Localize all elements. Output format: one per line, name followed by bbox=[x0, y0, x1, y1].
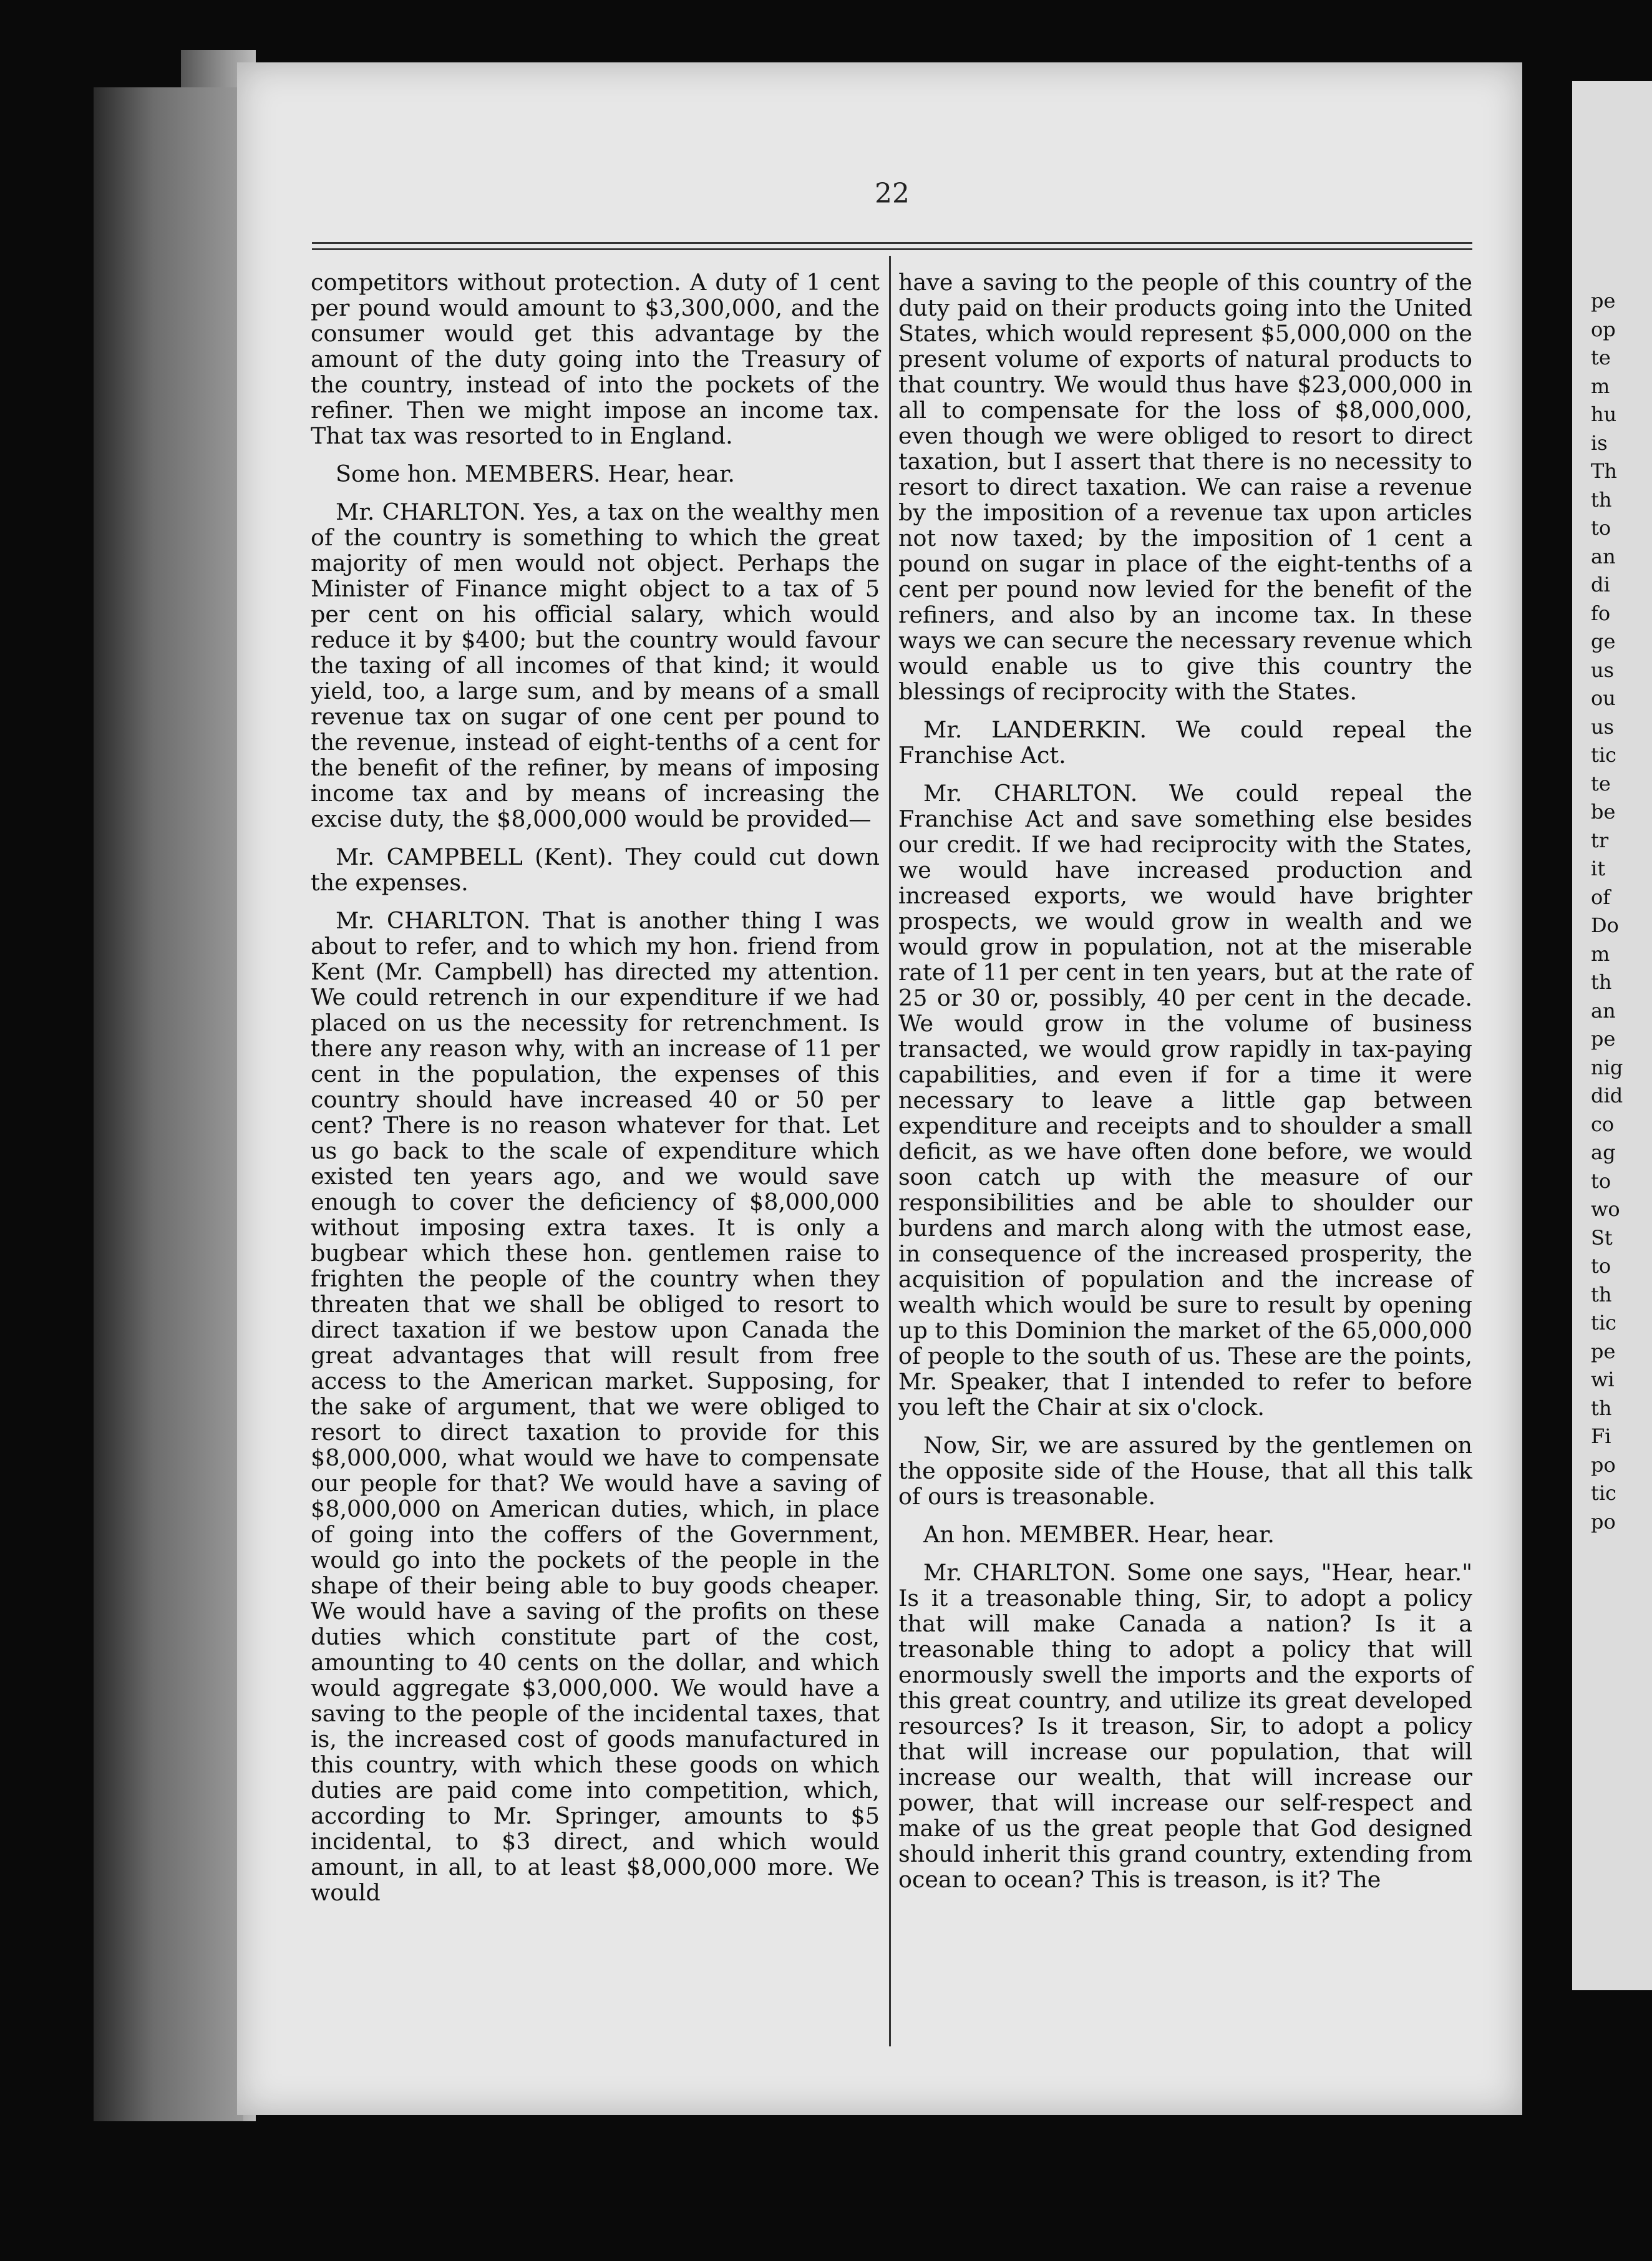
paragraph: Mr. CHARLTON. We could repeal the Franchise Act and save something else besides our credit. If we had reciprocity with the States, we would have increased production and increased exports, we would have brighter prospects, we would grow in wealth and we would grow in population, not at the miserable rate of 11 per cent in ten years, but at the rate of 25 or 30 or, possibly, 40 per cent in the decade. We would grow in the volume of business transacted, we would grow rapidly in tax-paying capabilities, and even if for a time it were necessary to leave a little gap between expenditure and receipts and to shoulder a small deficit, as we have often done before, we would soon catch up with the measure of our responsibilities and be able to shoulder our burdens and march along with the utmost ease, in consequence of the increased prosperity, the acquisition of population and the increase of wealth which would be sure to result by opening up to this Dominion the market of the 65,000,000 of people to the south of us. These are the points, Mr. Speaker, that I intended to refer to before you left the Chair at six o'clock. bbox=[898, 780, 1472, 1421]
paragraph: have a saving to the people of this country of the duty paid on their products going into the United States, which would represent $5,000,000 on the present volume of exports of natural products to that country. We would thus have $23,000,000 in all to compensate for the loss of $8,000,000, even though we were obliged to resort to direct taxation, but I assert that there is no necessity to resort to direct taxation. We can raise a revenue by the imposition of a revenue tax upon articles not now taxed; by the imposition of 1 cent a pound on sugar in place of the eight-tenths of a cent per pound now levied for the benefit of the refiners, and also by an income tax. In these ways we can secure the necessary revenue which would enable us to give this country the blessings of reciprocity with the States. bbox=[898, 269, 1472, 705]
fragment-text: did bbox=[1591, 1084, 1623, 1107]
fragment-text: to bbox=[1591, 1169, 1611, 1193]
fragment-text: is bbox=[1591, 430, 1608, 455]
fragment-text: m bbox=[1591, 374, 1610, 398]
fragment-text: di bbox=[1591, 573, 1610, 596]
fragment-text: te bbox=[1591, 771, 1611, 795]
paragraph: An hon. MEMBER. Hear, hear. bbox=[923, 1521, 1275, 1548]
fragment-text: co bbox=[1591, 1112, 1615, 1136]
fragment-text: tic bbox=[1591, 743, 1617, 767]
adjacent-page bbox=[1572, 81, 1652, 1990]
page-number: 22 bbox=[875, 178, 910, 210]
fragment-text: St bbox=[1591, 1225, 1613, 1250]
header-rule-bottom bbox=[312, 248, 1472, 250]
fragment-text: hu bbox=[1591, 402, 1617, 426]
fragment-text: m bbox=[1591, 941, 1610, 966]
paragraph: Mr. LANDERKIN. We could repeal the Franchise Act. bbox=[898, 716, 1472, 769]
fragment-text: of bbox=[1591, 885, 1611, 909]
fragment-text: pe bbox=[1591, 289, 1616, 313]
fragment-text: us bbox=[1591, 714, 1615, 739]
fragment-text: Th bbox=[1591, 459, 1617, 483]
fragment-text: to bbox=[1591, 516, 1611, 540]
paragraph: Some hon. MEMBERS. Hear, hear. bbox=[336, 460, 735, 487]
fragment-text: ou bbox=[1591, 686, 1616, 710]
paragraph: Mr. CHARLTON. That is another thing I was about to refer, and to which my hon. friend from Kent (Mr. Campbell) has directed my attention. We could retrench in our expenditure if we had placed on us the necessity for retrenchment. Is there any reason why, with an increase of 11 per cent in the population, the expenses of this country should have increased 40 or 50 per cent? There is no reason whatever for that. Let us go back to the scale of expenditure which existed ten years ago, and we would save enough to cover the deficiency of $8,000,000 without imposing extra taxes. It is only a bugbear which these hon. gentlemen raise to frighten the people of the country when they threaten that we shall be obliged to resort to direct taxation if we bestow upon Canada the great advantages that will result from free access to the American market. Supposing, for the sake of argument, that we were obliged to resort to direct taxation to provide for this $8,000,000, what would we have to compensate our people for that? We would have a saving of $8,000,000 on American duties, which, in place of going into the coffers of the Government, would go into the pockets of the people in the shape of their being able to buy goods cheaper. We would have a saving of the profits on these duties which constitute part of the cost, amounting to 40 cents on the dollar, and which would aggregate $3,000,000. We would have a saving to the people of the incidental taxes, that is, the increased cost of goods manufactured in this country, with which these goods on which duties are paid come into competition, which, according to Mr. Springer, amounts to $5 incidental, to $3 direct, and which would amount, in all, to at least $8,000,000 more. We would bbox=[311, 907, 880, 1906]
fragment-text: th bbox=[1591, 1282, 1612, 1306]
fragment-text: th bbox=[1591, 970, 1612, 994]
paragraph: Mr. CAMPBELL (Kent). They could cut down the expenses. bbox=[311, 844, 880, 896]
fragment-text: fo bbox=[1591, 601, 1611, 625]
fragment-text: po bbox=[1591, 1452, 1616, 1477]
fragment-text: Do bbox=[1591, 913, 1619, 937]
adjacent-page-fragments bbox=[1572, 81, 1652, 1536]
fragment-text: tr bbox=[1591, 828, 1609, 852]
paragraph: Mr. CHARLTON. Yes, a tax on the wealthy men of the country is something to which the great majority of men would not object. Perhaps the Minister of Finance might object to a tax of 5 per cent on his official salary, which would reduce it by $400; but the country would favour the taxing of all incomes of that kind; it would yield, too, a large sum, and by means of a small revenue tax on sugar of one cent per pound to the revenue, instead of eight-tenths of a cent for the benefit of the refiner, by means of imposing income tax and by means of increasing the excise duty, the $8,000,000 would be provided— bbox=[311, 498, 880, 832]
fragment-text: Fi bbox=[1591, 1424, 1611, 1448]
header-rule-top bbox=[312, 242, 1472, 244]
fragment-text: tic bbox=[1591, 1311, 1617, 1335]
fragment-text: th bbox=[1591, 487, 1612, 512]
fragment-text: an bbox=[1591, 544, 1616, 568]
fragment-text: te bbox=[1591, 346, 1611, 369]
fragment-text: th bbox=[1591, 1396, 1612, 1420]
left-column bbox=[311, 270, 880, 2054]
fragment-text: pe bbox=[1591, 1027, 1616, 1051]
column-divider bbox=[889, 256, 891, 2046]
fragment-text: po bbox=[1591, 1509, 1616, 1534]
fragment-text: tic bbox=[1591, 1481, 1617, 1505]
fragment-text: wi bbox=[1591, 1368, 1615, 1391]
fragment-text: ag bbox=[1591, 1140, 1616, 1164]
fragment-text: us bbox=[1591, 658, 1615, 682]
fragment-text: an bbox=[1591, 998, 1616, 1023]
fragment-text: nig bbox=[1591, 1055, 1623, 1079]
fragment-text: it bbox=[1591, 857, 1606, 880]
fragment-text: op bbox=[1591, 317, 1616, 341]
fragment-text: to bbox=[1591, 1254, 1611, 1278]
paragraph: competitors without protection. A duty of 1 cent per pound would amount to $3,300,000, and the consumer would get this advantage by the amount of the duty going into the Treasury of the country, instead of into the pockets of the refiner. Then we might impose an income tax. That tax was resorted to in England. bbox=[311, 269, 880, 449]
book-spine-shadow bbox=[94, 87, 243, 2121]
fragment-text: be bbox=[1591, 800, 1616, 824]
fragment-text: ge bbox=[1591, 630, 1616, 653]
paragraph: Mr. CHARLTON. Some one says, "Hear, hear." Is it a treasonable thing, Sir, to adopt a policy that will make Canada a nation? Is it a treasonable thing to adopt a policy that will enormously swell the imports and the exports of this great country, and utilize its great developed resources? Is it treason, Sir, to adopt a policy that will increase our population, that will increase our wealth, that will increase our power, that will increase our self-respect and make of us the great people that God designed should inherit this grand country, extending from ocean to ocean? This is treason, is it? The bbox=[898, 1559, 1472, 1893]
fragment-text: pe bbox=[1591, 1339, 1616, 1363]
fragment-text: wo bbox=[1591, 1197, 1620, 1221]
paragraph: Now, Sir, we are assured by the gentlemen on the opposite side of the House, that all this talk of ours is treasonable. bbox=[898, 1432, 1472, 1510]
right-column bbox=[898, 270, 1472, 2054]
